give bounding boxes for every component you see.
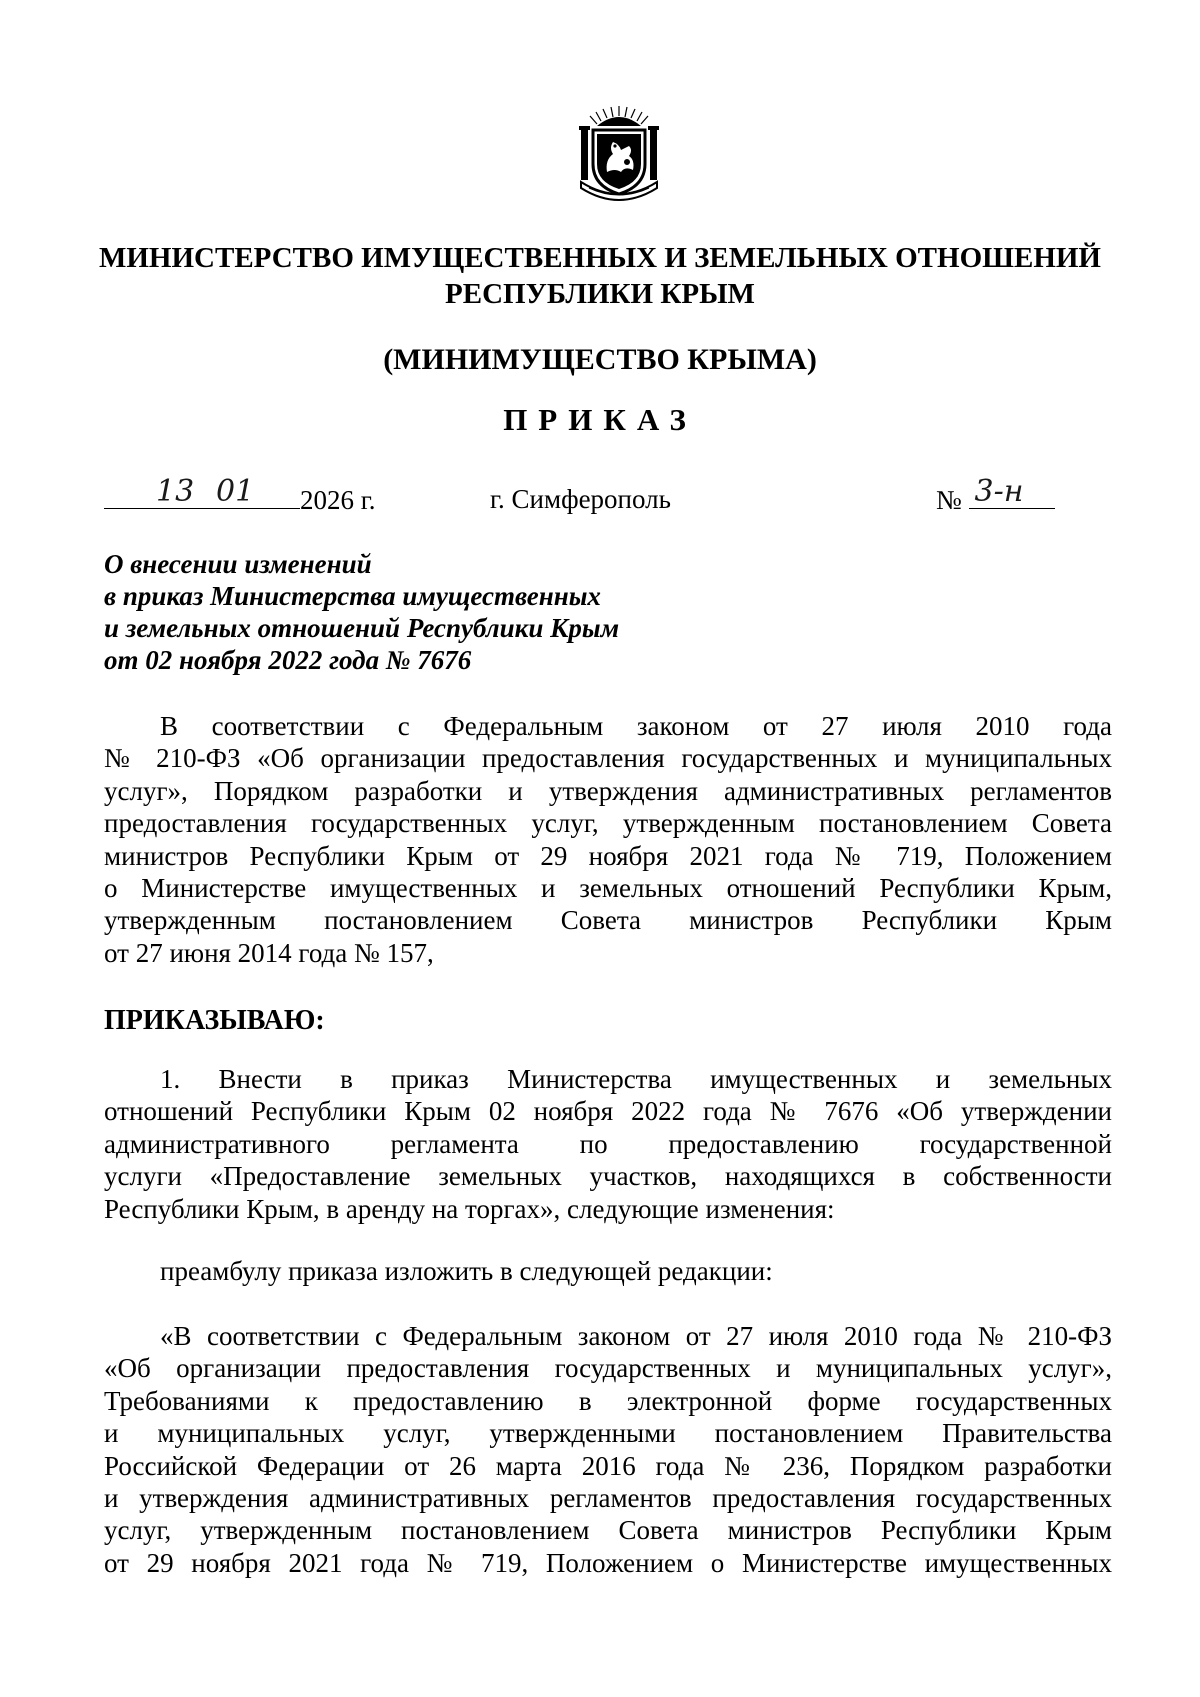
- text-line: от 29 ноября 2021 года № 719, Положением о Министерстве имущественных: [104, 1547, 1112, 1578]
- text-line: и утверждения административных регламентов предоставления государственных: [104, 1483, 1112, 1514]
- number-sign: №: [936, 485, 962, 515]
- text-line: Требованиями к предоставлению в электронной форме государственных: [104, 1385, 1112, 1416]
- text-line: «Об организации предоставления государственных и муниципальных услуг»,: [104, 1353, 1112, 1384]
- order-number: [936, 474, 1055, 516]
- text-line: от 27 июня 2014 года № 157,: [104, 937, 434, 968]
- handwritten-number: 3-н: [974, 474, 1024, 509]
- text-line: услуг», Порядком разработки и утверждения административных регламентов: [104, 775, 1112, 806]
- item-1-instruction: преамбулу приказа изложить в следующей редакции:: [160, 1256, 773, 1286]
- text-line: Республики Крым, в аренду на торгах», следующие изменения:: [104, 1193, 835, 1224]
- ministry-title: МИНИСТЕРСТВО ИМУЩЕСТВЕННЫХ И ЗЕМЕЛЬНЫХ ОТНОШЕНИЙ: [98, 242, 1101, 274]
- text-line: В соответствии с Федеральным законом от 27 июля 2010 года: [160, 711, 1112, 741]
- order-date: [104, 474, 376, 516]
- subject-line: от 02 ноября 2022 года № 7676: [104, 645, 472, 675]
- order-year: 2026 г.: [300, 485, 376, 515]
- subject-line: и земельных отношений Республики Крым: [104, 613, 620, 643]
- text-line: предоставления государственных услуг, утвержденным постановлением Совета: [104, 808, 1112, 839]
- text-line: услуг, утвержденным постановлением Совета министров Республики Крым: [104, 1515, 1112, 1546]
- new-preamble-paragraph: [104, 1320, 1112, 1579]
- text-line: о Министерстве имущественных и земельных отношений Республики Крым,: [104, 873, 1112, 904]
- handwritten-day: 13: [156, 474, 195, 509]
- item-1-paragraph: [104, 1063, 1112, 1225]
- document-type: ПРИКАЗ: [503, 402, 697, 437]
- crimea-coat-of-arms-icon: [563, 102, 675, 214]
- subject-line: О внесении изменений: [104, 549, 372, 579]
- handwritten-month: 01: [216, 474, 255, 509]
- number-fill-line: [969, 474, 1055, 509]
- text-line: утвержденным постановлением Совета министров Республики Крым: [104, 905, 1112, 936]
- text-line: министров Республики Крым от 29 ноября 2021 года № 719, Положением: [104, 840, 1112, 871]
- text-line: № 210-ФЗ «Об организации предоставления государственных и муниципальных: [104, 743, 1112, 774]
- ministry-short-name: (МИНИМУЩЕСТВО КРЫМА): [383, 343, 817, 376]
- text-line: услуги «Предоставление земельных участков, находящихся в собственности: [104, 1161, 1112, 1192]
- republic-title: РЕСПУБЛИКИ КРЫМ: [445, 278, 755, 310]
- text-line: и муниципальных услуг, утвержденными постановлением Правительства: [104, 1418, 1112, 1449]
- text-line: 1. Внести в приказ Министерства имущественных и земельных: [160, 1064, 1112, 1094]
- date-fill-line: [104, 474, 300, 509]
- text-line: административного регламента по предоставлению государственной: [104, 1128, 1112, 1159]
- order-city: г. Симферополь: [490, 484, 671, 514]
- text-line: «В соответствии с Федеральным законом от 27 июля 2010 года № 210-ФЗ: [160, 1321, 1112, 1351]
- text-line: отношений Республики Крым 02 ноября 2022 года № 7676 «Об утверждении: [104, 1096, 1112, 1127]
- text-line: Российской Федерации от 26 марта 2016 года № 236, Порядком разработки: [104, 1450, 1112, 1481]
- order-subject: [104, 548, 619, 676]
- subject-line: в приказ Министерства имущественных: [104, 581, 601, 611]
- order-directive: ПРИКАЗЫВАЮ:: [104, 1005, 325, 1036]
- preamble-paragraph: [104, 710, 1112, 969]
